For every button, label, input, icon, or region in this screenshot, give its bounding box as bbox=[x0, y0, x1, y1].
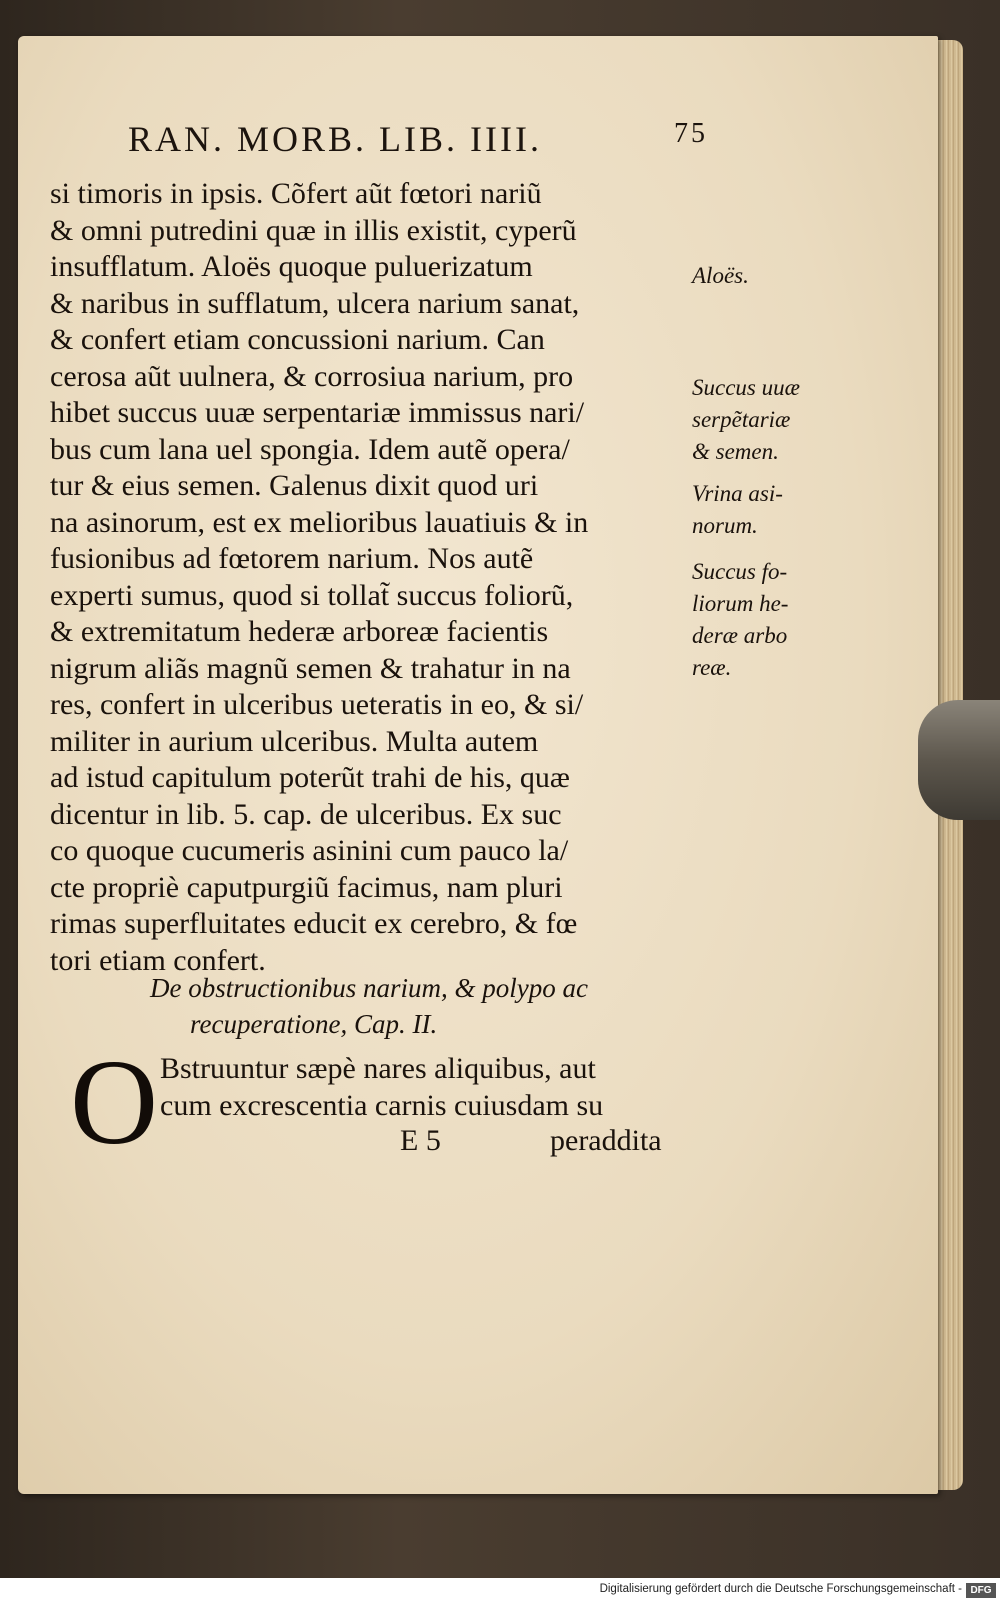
body-line: ad istud capitulum poterũt trahi de his, quæ bbox=[50, 761, 570, 794]
marginal-note-line: norum. bbox=[692, 513, 758, 538]
marginal-note-line: deræ arbo bbox=[692, 623, 788, 648]
body-line: si timoris in ipsis. Cõfert aũt fœtori nariũ bbox=[50, 177, 542, 210]
marginal-note bbox=[692, 372, 800, 468]
chapter-heading-line-1: De obstructionibus narium, & polypo ac bbox=[150, 973, 588, 1003]
body-line: experti sumus, quod si tollat̃ succus foliorũ, bbox=[50, 578, 574, 612]
marginal-note-line: Succus fo- bbox=[692, 559, 788, 584]
body-line: fusionibus ad fœtorem narium. Nos autẽ bbox=[50, 542, 534, 575]
body-line: cte propriè caputpurgiũ facimus, nam pluri bbox=[50, 870, 563, 904]
body-line: hibet succus uuæ serpentariæ immissus nari/ bbox=[50, 396, 585, 429]
body-line: & omni putredini quæ in illis existit, cyperũ bbox=[50, 213, 577, 247]
footer-credit: Digitalisierung gefördert durch die Deutsche Forschungsgemeinschaft - bbox=[599, 1583, 962, 1595]
body-line: nigrum aliãs magnũ semen & trahatur in na bbox=[50, 651, 571, 685]
body-line: militer in aurium ulceribus. Multa autem bbox=[50, 724, 539, 758]
digitization-footer bbox=[0, 1578, 1000, 1605]
body-line: & extremitatum hederæ arboreæ facientis bbox=[50, 615, 549, 648]
opening-line: cum excrescentia carnis cuiusdam su bbox=[160, 1088, 604, 1122]
marginal-note bbox=[692, 556, 788, 684]
marginal-note-line: liorum he- bbox=[692, 591, 789, 616]
running-head bbox=[128, 118, 708, 168]
folio-number: 75 bbox=[674, 118, 708, 149]
marginal-note bbox=[692, 260, 749, 292]
opening-line: Bstruuntur sæpè nares aliquibus, aut bbox=[160, 1052, 596, 1085]
body-line: tur & eius semen. Galenus dixit quod uri bbox=[50, 469, 539, 502]
marginal-note-line: Vrina asi- bbox=[692, 481, 783, 506]
book-clasp bbox=[918, 700, 1000, 820]
catchword: peraddita bbox=[550, 1124, 662, 1157]
dfg-logo-icon: DFG bbox=[966, 1583, 996, 1598]
body-line: & confert etiam concussioni narium. Can bbox=[50, 323, 545, 356]
marginal-note-line: & semen. bbox=[692, 439, 779, 464]
running-head-title: RAN. MORB. LIB. IIII. bbox=[128, 119, 542, 159]
drop-cap: O bbox=[70, 1035, 159, 1170]
marginal-note-line: reæ. bbox=[692, 655, 732, 680]
chapter-heading bbox=[150, 970, 700, 1042]
body-line: cerosa aũt uulnera, & corrosiua narium, pro bbox=[50, 359, 574, 393]
body-line: dicentur in lib. 5. cap. de ulceribus. Ex suc bbox=[50, 797, 562, 831]
body-line: na asinorum, est ex melioribus lauatiuis & in bbox=[50, 505, 589, 539]
marginal-note-line: serpẽtariæ bbox=[692, 407, 791, 432]
marginal-note-line: Aloës. bbox=[692, 263, 749, 288]
marginal-note-line: Succus uuæ bbox=[692, 375, 800, 400]
body-line: tori etiam confert. bbox=[50, 943, 266, 977]
chapter-opening-text bbox=[160, 1050, 700, 1123]
body-line: insufflatum. Aloës quoque puluerizatum bbox=[50, 250, 533, 283]
body-line: rimas superfluitates educit ex cerebro, & fœ bbox=[50, 907, 578, 940]
body-line: bus cum lana uel spongia. Idem autẽ opera/ bbox=[50, 432, 570, 466]
chapter-heading-line-2: recuperatione, Cap. II. bbox=[190, 1009, 438, 1039]
signature-mark: E 5 bbox=[400, 1124, 441, 1157]
catchword-line bbox=[400, 1124, 700, 1164]
body-line: co quoque cucumeris asinini cum pauco la/ bbox=[50, 834, 569, 867]
body-line: res, confert in ulceribus ueteratis in eo, & si/ bbox=[50, 688, 584, 721]
body-line: & naribus in sufflatum, ulcera narium sanat, bbox=[50, 286, 580, 320]
marginal-note bbox=[692, 478, 783, 542]
body-text bbox=[50, 176, 700, 979]
